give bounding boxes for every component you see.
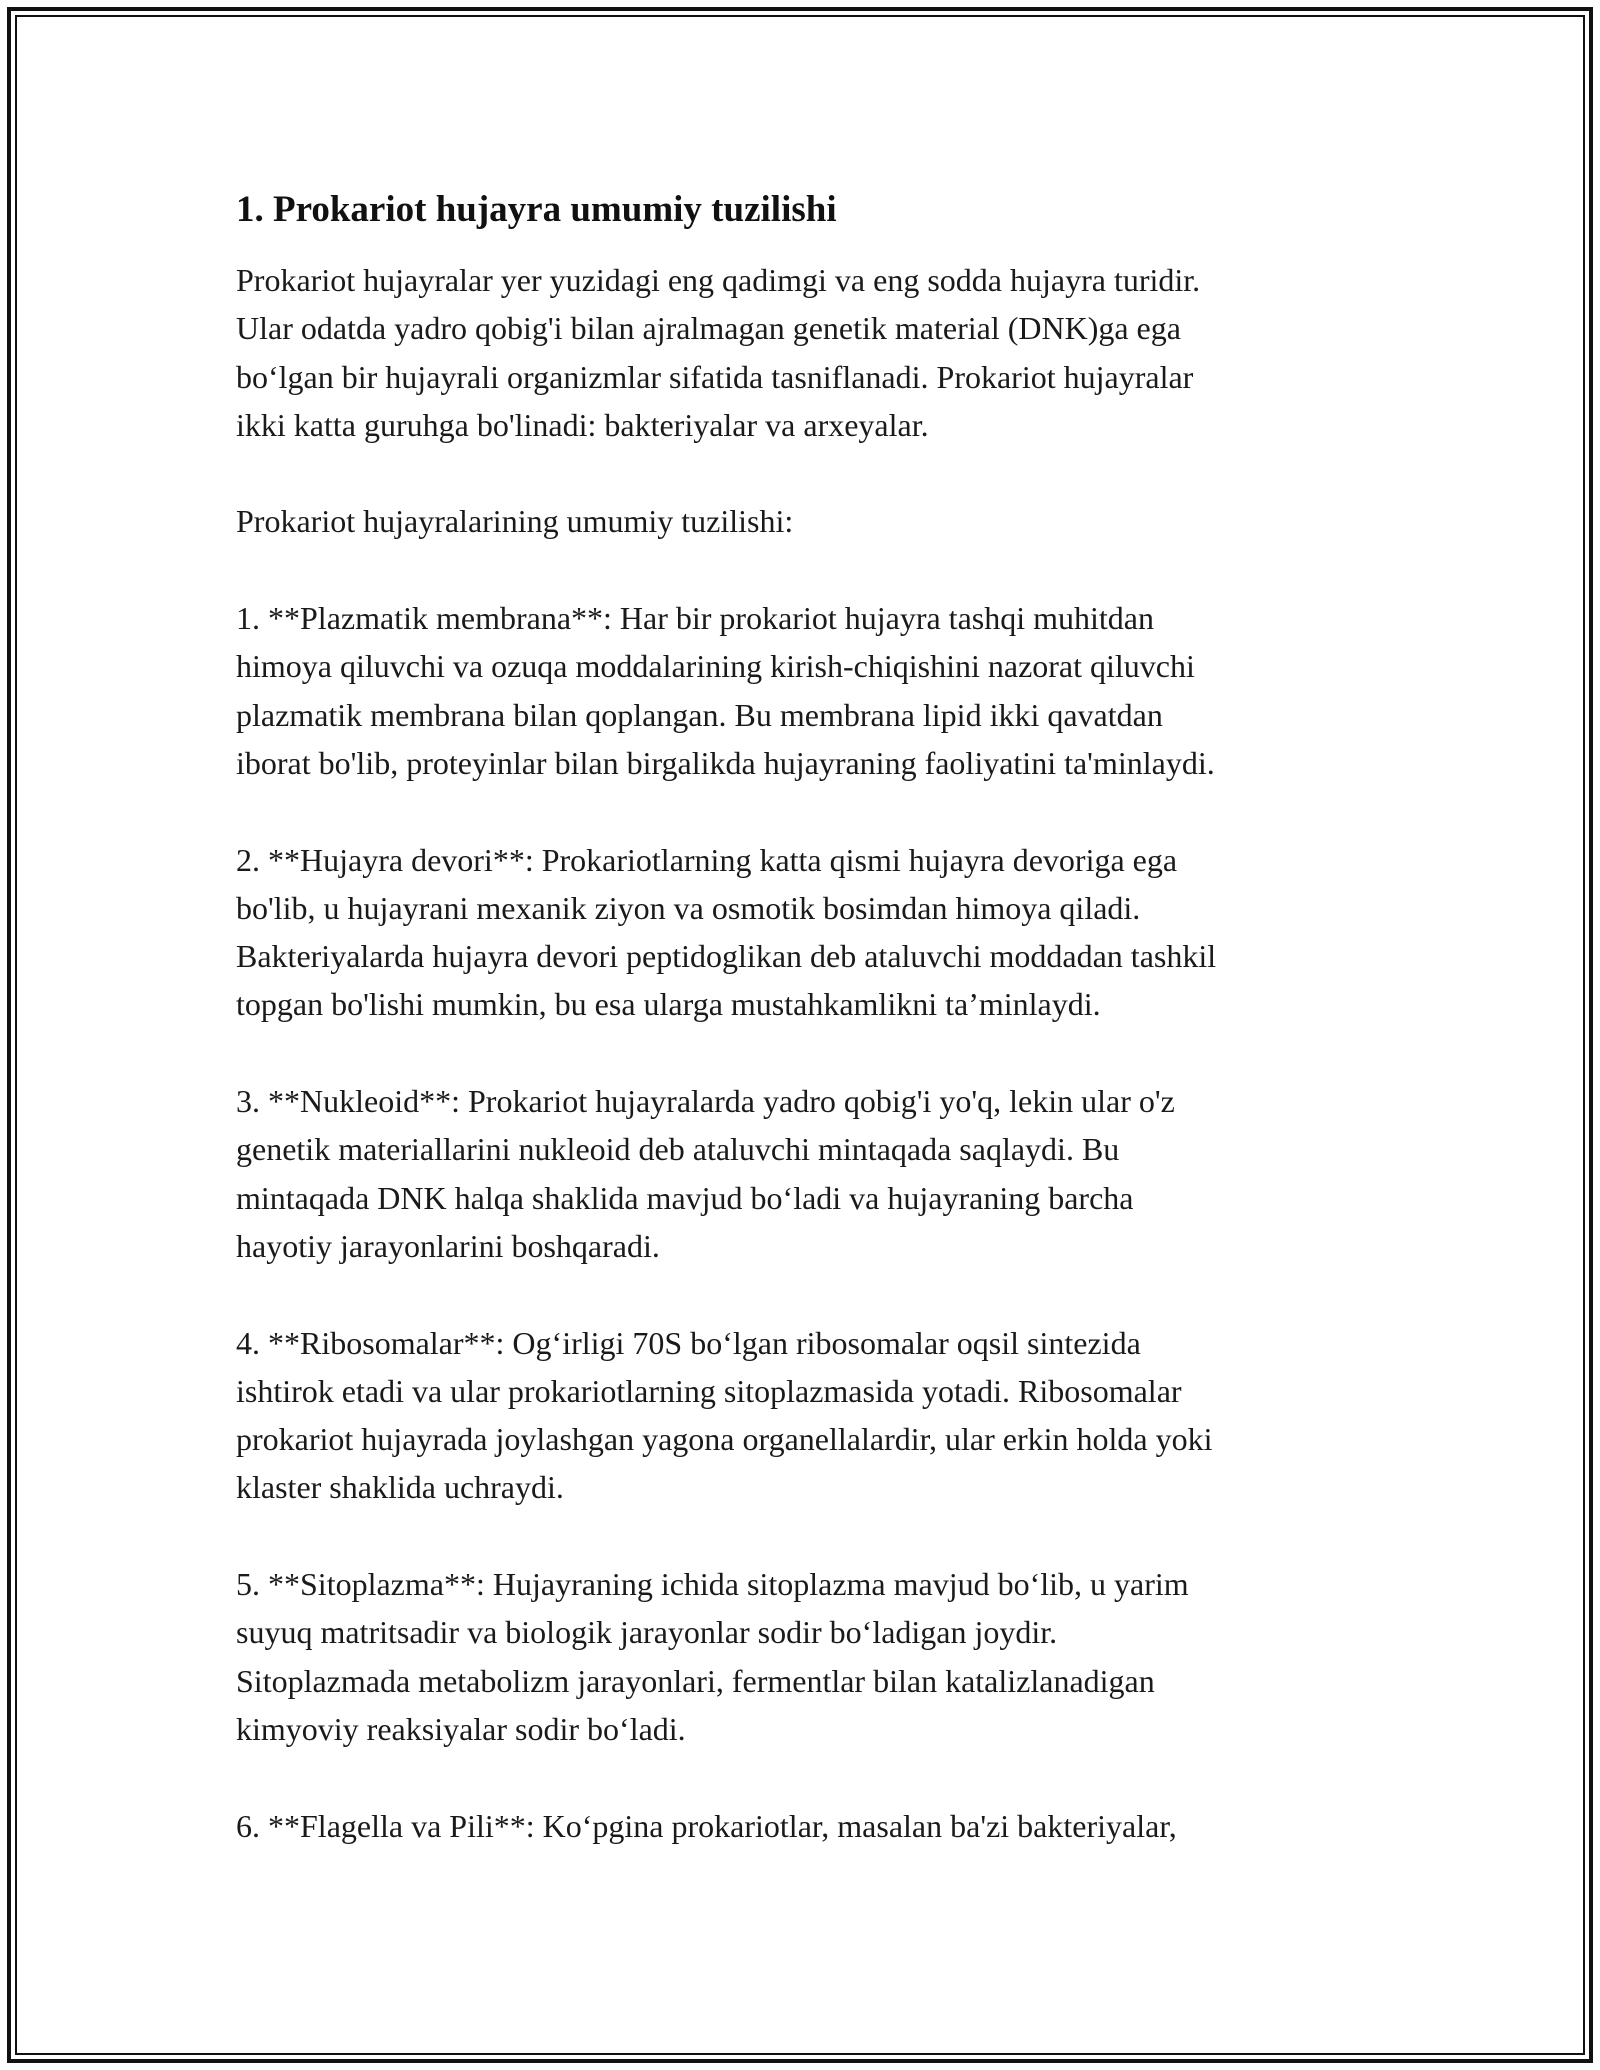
intro-paragraph: Prokariot hujayralar yer yuzidagi eng qadimgi va eng sodda hujayra turidir. Ular odatda yadro qobig'i bilan ajralmagan genetik material (DNK)ga ega bo‘lgan bir hujayrali organizmlar sifatida tasniflanadi. Prokariot hujayralar ikki katta guruhga bo'linadi: bakteriyalar va arxeyalar. bbox=[236, 262, 1201, 443]
list-item-ribosomes: 4. **Ribosomalar**: Og‘irligi 70S bo‘lgan ribosomalar oqsil sintezida ishtirok etadi va ular prokariotlarning sitoplazmasida yotadi. Ribosomalar prokariot hujayrada joylashgan yagona organellalardir, ular erkin holda yoki klaster shaklida uchraydi. bbox=[236, 1324, 1213, 1506]
list-item-flagella-pili: 6. **Flagella va Pili**: Ko‘pgina prokariotlar, masalan ba'zi bakteriyalar, bbox=[236, 1807, 1177, 1844]
paragraph-spacer bbox=[236, 1029, 1376, 1077]
paragraph-spacer bbox=[236, 546, 1376, 594]
list-item-cell-wall: 2. **Hujayra devori**: Prokariotlarning katta qismi hujayra devoriga ega bo'lib, u hujayrani mexanik ziyon va osmotik bosimdan himoya qiladi. Bakteriyalarda hujayra devori peptidoglikan deb ataluvchi moddadan tashkil topgan bo'lishi mumkin, bu esa ularga mustahkamlikni ta’minlaydi. bbox=[236, 841, 1217, 1023]
document-body bbox=[236, 186, 1376, 1850]
paragraph-spacer bbox=[236, 1753, 1376, 1801]
paragraph-spacer bbox=[236, 1270, 1376, 1318]
section-title: 1. Prokariot hujayra umumiy tuzilishi bbox=[236, 189, 837, 230]
list-item-plasma-membrane: 1. **Plazmatik membrana**: Har bir prokariot hujayra tashqi muhitdan himoya qiluvchi va ozuqa moddalarining kirish-chiqishini nazorat qiluvchi plazmatik membrana bilan qoplangan. Bu membrana lipid ikki qavatdan iborat bo'lib, proteyinlar bilan birgalikda hujayraning faoliyatini ta'minlaydi. bbox=[236, 600, 1215, 781]
list-item-cytoplasm: 5. **Sitoplazma**: Hujayraning ichida sitoplazma mavjud bo‘lib, u yarim suyuq matritsadir va biologik jarayonlar sodir bo‘ladigan joydir. Sitoplazmada metabolizm jarayonlari, fermentlar bilan katalizlanadigan kimyoviy reaksiyalar sodir bo‘ladi. bbox=[236, 1566, 1189, 1747]
paragraph-spacer bbox=[236, 1512, 1376, 1560]
paragraph-spacer bbox=[236, 787, 1376, 835]
structure-heading-paragraph: Prokariot hujayralarining umumiy tuzilishi: bbox=[236, 503, 794, 540]
list-item-nucleoid: 3. **Nukleoid**: Prokariot hujayralarda yadro qobig'i yo'q, lekin ular o'z genetik materiallarini nukleoid deb ataluvchi mintaqada saqlaydi. Bu mintaqada DNK halqa shaklida mavjud bo‘ladi va hujayraning barcha hayotiy jarayonlarini boshqaradi. bbox=[236, 1083, 1175, 1264]
paragraph-spacer bbox=[236, 449, 1376, 497]
